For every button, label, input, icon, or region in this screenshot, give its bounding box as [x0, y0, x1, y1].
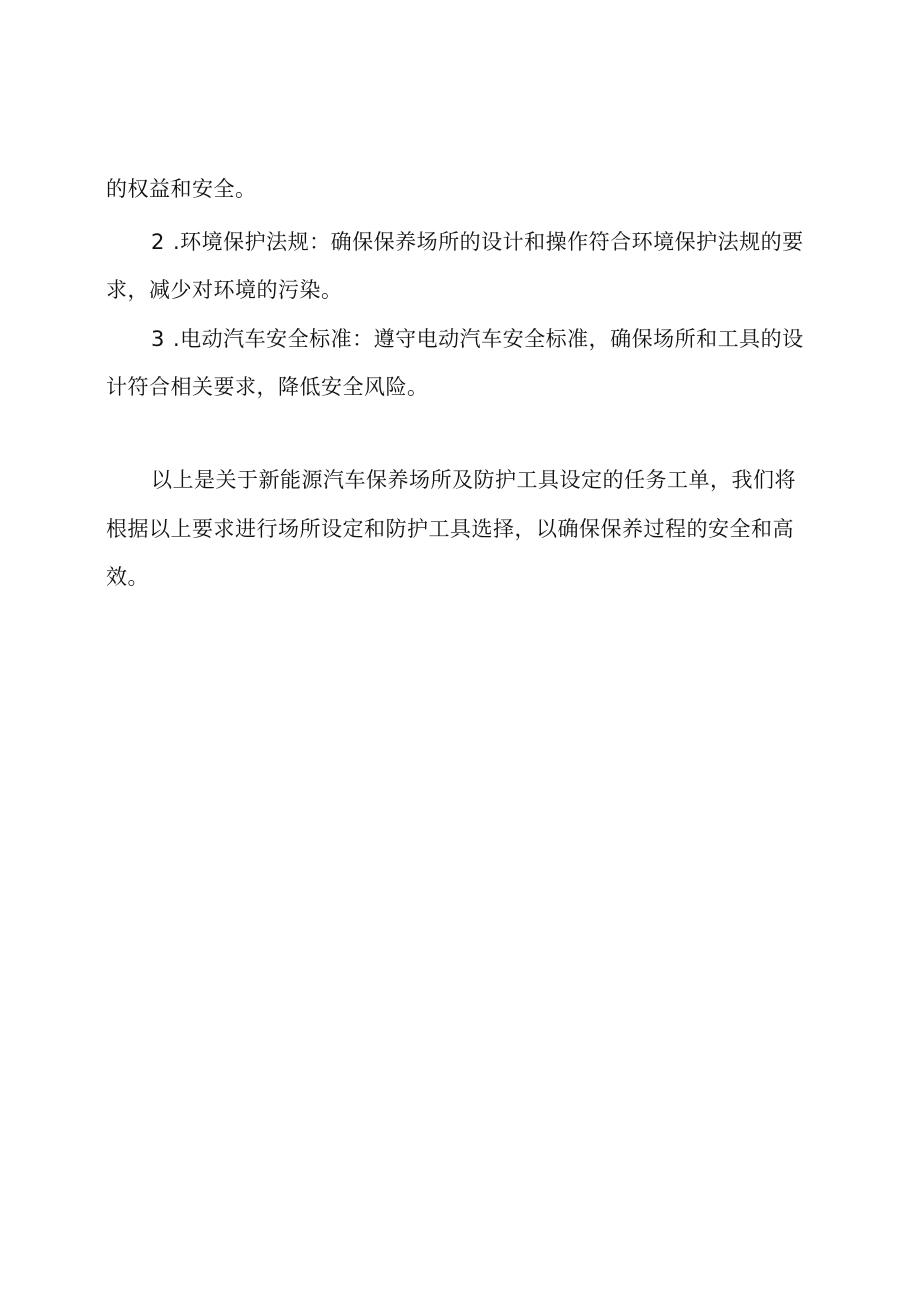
conclusion-line-3: 效。 — [106, 565, 149, 589]
list-item-3-number: 3 — [151, 327, 165, 351]
list-item-2-line-1 — [151, 229, 804, 255]
conclusion-line-2: 根据以上要求进行场所设定和防护工具选择，以确保保养过程的安全和高 — [106, 517, 794, 541]
continuation-line: 的权益和安全。 — [106, 177, 257, 201]
list-item-2-number: 2 — [151, 230, 165, 254]
list-item-2-text: .环境保护法规：确保保养场所的设计和操作符合环境保护法规的要 — [173, 230, 804, 254]
conclusion-line-1: 以上是关于新能源汽车保养场所及防护工具设定的任务工单，我们将 — [151, 468, 796, 492]
list-item-3-text: .电动汽车安全标准：遵守电动汽车安全标准，确保场所和工具的设 — [173, 327, 804, 351]
list-item-2-line-2: 求，减少对环境的污染。 — [106, 278, 343, 302]
list-item-3-line-2: 计符合相关要求，降低安全风险。 — [106, 375, 429, 399]
list-item-3-line-1 — [151, 326, 804, 352]
